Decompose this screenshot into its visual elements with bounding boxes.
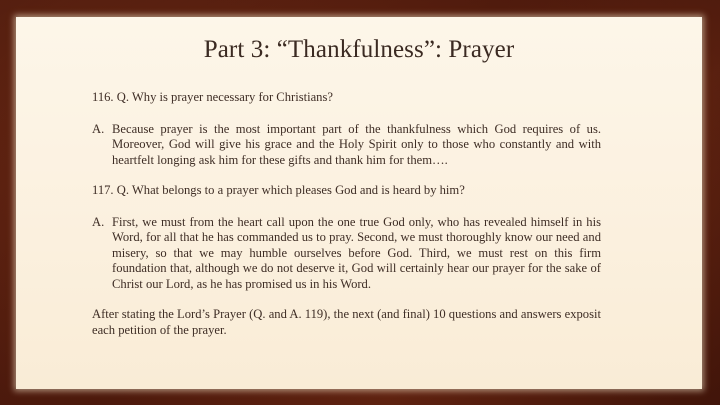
answer-116 — [92, 122, 601, 169]
answer-116-label: A. — [92, 121, 105, 136]
slide-body — [92, 90, 601, 338]
answer-117-label: A. — [92, 214, 105, 229]
closing-note: After stating the Lord’s Prayer (Q. and A. 119), the next (and final) 10 questions and answers exposit each petition of the prayer. — [92, 307, 601, 337]
question-116: 116. Q. Why is prayer necessary for Christians? — [92, 90, 333, 104]
answer-117-text: First, we must from the heart call upon the one true God only, who has revealed himself in his Word, for all that he has commanded us to pray. Second, we must thoroughly know our need and misery, so that we may humble ourselves before God. Third, we must rest on this firm foundation that, although we do not deserve it, God will certainly hear our prayer for the sake of Christ our Lord, as he has promised us in his Word. — [112, 214, 601, 291]
answer-116-text: Because prayer is the most important part of the thankfulness which God requires of us. Moreover, God will give his grace and the Holy Spirit only to those who constantly and with heartfelt longing ask him for these gifts and thank him for them…. — [112, 121, 601, 167]
question-117: 117. Q. What belongs to a prayer which pleases God and is heard by him? — [92, 183, 465, 197]
slide-panel — [16, 17, 702, 389]
answer-117 — [92, 215, 601, 293]
slide-title: Part 3: “Thankfulness”: Prayer — [203, 36, 515, 63]
